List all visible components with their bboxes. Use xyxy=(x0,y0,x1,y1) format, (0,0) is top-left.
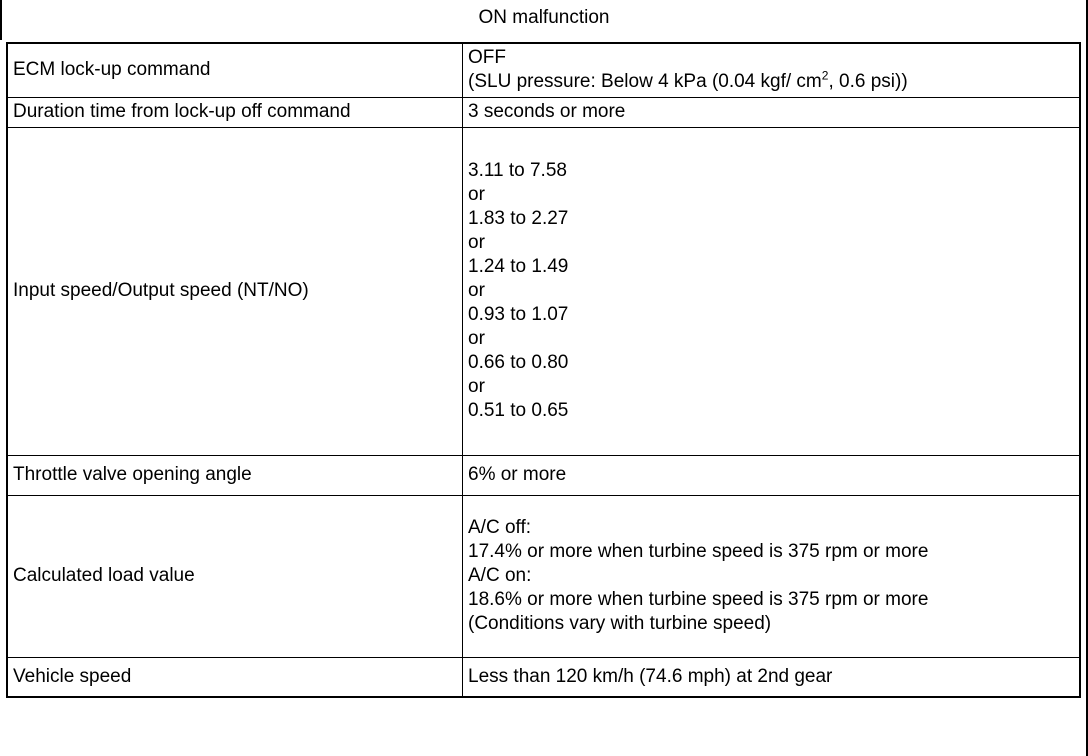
row-value xyxy=(463,495,1081,657)
table-row xyxy=(7,43,1080,97)
table-row xyxy=(7,455,1080,495)
value-line: or xyxy=(468,376,485,397)
value-line: 1.83 to 2.27 xyxy=(468,208,569,229)
value-line: 17.4% or more when turbine speed is 375 rpm or more xyxy=(468,541,929,562)
table-row xyxy=(7,127,1080,455)
value-line: 0.51 to 0.65 xyxy=(468,400,569,421)
value-line xyxy=(468,70,1075,94)
value-line: 18.6% or more when turbine speed is 375 rpm or more xyxy=(468,589,929,610)
table-row xyxy=(7,97,1080,127)
row-label: Duration time from lock-up off command xyxy=(7,97,463,127)
row-value: 3 seconds or more xyxy=(463,97,1081,127)
value-line: 0.66 to 0.80 xyxy=(468,352,569,373)
value-line: 1.24 to 1.49 xyxy=(468,256,569,277)
value-line: 3.11 to 7.58 xyxy=(468,160,567,181)
value-line: or xyxy=(468,184,485,205)
row-value: Less than 120 km/h (74.6 mph) at 2nd gear xyxy=(463,657,1081,697)
row-label: Input speed/Output speed (NT/NO) xyxy=(7,127,463,455)
malfunction-conditions-table xyxy=(6,42,1081,698)
value-text: (SLU pressure: Below 4 kPa (0.04 kgf/ cm xyxy=(468,71,822,93)
row-value xyxy=(463,43,1081,97)
value-line: 0.93 to 1.07 xyxy=(468,304,569,325)
value-line: A/C on: xyxy=(468,565,532,586)
superscript: 2 xyxy=(821,68,829,83)
value-text: , 0.6 psi)) xyxy=(828,71,908,93)
row-label: Calculated load value xyxy=(7,495,463,657)
page-title: ON malfunction xyxy=(478,7,610,28)
value-line: (Conditions vary with turbine speed) xyxy=(468,613,772,634)
value-line: or xyxy=(468,232,485,253)
table-row xyxy=(7,495,1080,657)
row-value: 6% or more xyxy=(463,455,1081,495)
value-line: or xyxy=(468,328,485,349)
value-line: OFF xyxy=(468,47,506,69)
row-label: Vehicle speed xyxy=(7,657,463,697)
table-row xyxy=(7,657,1080,697)
value-line: A/C off: xyxy=(468,517,532,538)
row-label: ECM lock-up command xyxy=(7,43,463,97)
row-label: Throttle valve opening angle xyxy=(7,455,463,495)
row-value xyxy=(463,127,1081,455)
value-line: or xyxy=(468,280,485,301)
